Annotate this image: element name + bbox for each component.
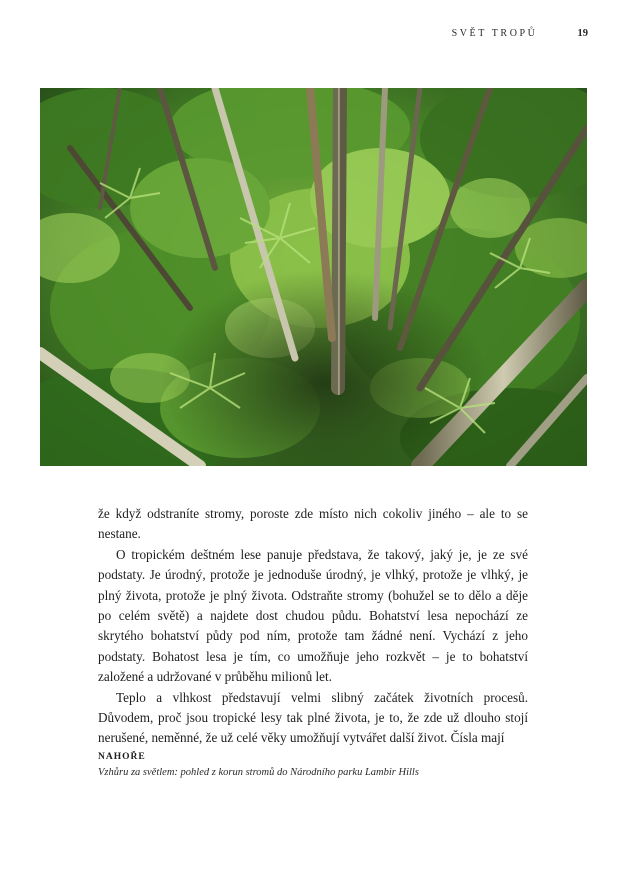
body-text	[98, 504, 528, 749]
paragraph: Teplo a vlhkost představují velmi slibný začátek životních procesů. Důvodem, proč jsou tropické lesy tak plné života, je to, že zde už dlouho stojí nerušené, neměnné, že už celé věky umožňují vytvářet další život. Čísla mají	[98, 689, 528, 746]
paragraph: O tropickém deštném lese panuje představa, že takový, jaký je, je ze své podstaty. Je úrodný, protože je jednoduše úrodný, je vlhký, protože je vlhký, je plný života, protože je plný života. Odstraňte stromy (bohužel se to dělo a děje po celém světě) a najdete dost chudou půdu. Bohatství lesa nepochází ze skrytého bohatství půdy pod ním, protože tam žádné není. Vychází z jeho podstaty. Bohatost lesa je tím, co umožňuje jeho rozkvět – je to bohatství založené a udržované v průběhu milionů let.	[98, 546, 528, 685]
paragraph-continuation: že když odstraníte stromy, poroste zde místo nich cokoliv jiného – ale to se nestane.	[98, 506, 528, 542]
photo-caption	[98, 752, 458, 780]
section-title: SVĚT TROPŮ	[451, 28, 538, 39]
forest-canopy-illustration	[40, 88, 587, 466]
forest-canopy-photo	[40, 88, 587, 466]
caption-text: Vzhůru za světlem: pohled z korun stromů do Národního parku Lambir Hills	[98, 767, 419, 778]
caption-title: NAHOŘE	[98, 752, 146, 762]
running-head	[452, 28, 588, 39]
page-number: 19	[577, 28, 588, 39]
